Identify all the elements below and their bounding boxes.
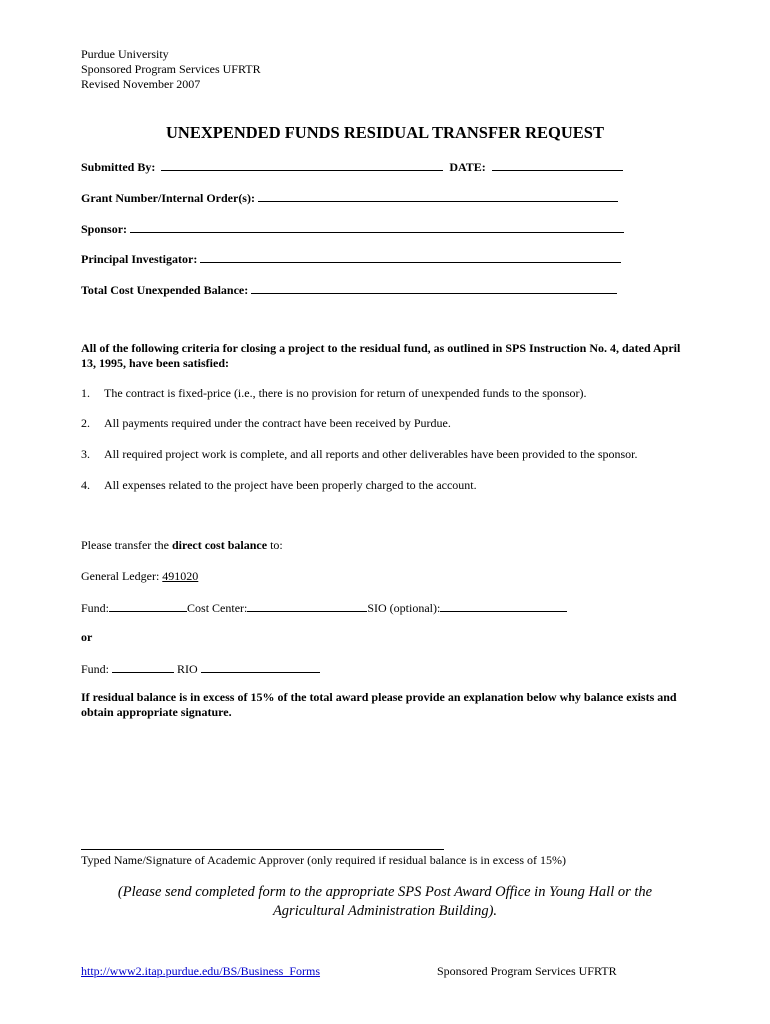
criteria-item-num: 3. (81, 447, 90, 461)
rio-label: RIO (174, 662, 201, 676)
sio-label: SIO (optional): (367, 601, 441, 615)
excess-note: If residual balance is in excess of 15% of the total award please provide an explanation below why balance exists and obtain appropriate signature. (81, 690, 677, 719)
gl-value: 491020 (162, 569, 199, 583)
submitted-by-field[interactable] (161, 158, 443, 171)
pi-label: Principal Investigator: (81, 252, 198, 266)
date-label: DATE: (449, 160, 486, 174)
total-cost-field[interactable] (251, 281, 617, 294)
grant-number-field[interactable] (258, 189, 618, 202)
rio-field[interactable] (201, 660, 320, 673)
signature-label: Typed Name/Signature of Academic Approver (only required if residual balance is in excess of 15%) (81, 853, 566, 867)
form-title: UNEXPENDED FUNDS RESIDUAL TRANSFER REQUEST (166, 123, 604, 142)
cost-center-label: Cost Center: (187, 601, 248, 615)
signature-line[interactable] (81, 849, 444, 850)
pi-row (81, 250, 621, 267)
date-field[interactable] (492, 158, 623, 171)
header-org: Purdue University (81, 47, 169, 61)
fund-label: Fund: (81, 601, 110, 615)
fund-cost-center-row (81, 599, 567, 616)
header-dept: Sponsored Program Services UFRTR (81, 62, 261, 76)
criteria-item-num: 1. (81, 386, 90, 400)
fund2-field[interactable] (112, 660, 174, 673)
header-revised: Revised November 2007 (81, 77, 201, 91)
footer-link[interactable]: http://www2.itap.purdue.edu/BS/Business_Forms (81, 964, 321, 978)
total-cost-row (81, 281, 617, 298)
closing-note (0, 883, 770, 921)
closing-text: (Please send completed form to the appropriate SPS Post Award Office in Young Hall or the Agricultural Administration Building). (117, 884, 653, 919)
criteria-item-text: All required project work is complete, and all reports and other deliverables have been provided to the sponsor. (104, 447, 638, 461)
criteria-item-text: The contract is fixed-price (i.e., there is no provision for return of unexpended funds to the sponsor). (104, 386, 587, 400)
grant-number-label: Grant Number/Internal Order(s): (81, 191, 255, 205)
criteria-item-text: All payments required under the contract have been received by Purdue. (104, 416, 451, 430)
sponsor-field[interactable] (130, 220, 624, 233)
transfer-prefix: Please transfer the (81, 538, 172, 552)
submitted-by-row (81, 158, 623, 175)
transfer-instruction (81, 538, 283, 553)
or-label: or (81, 630, 93, 644)
fund-field[interactable] (109, 599, 187, 612)
criteria-item-num: 4. (81, 478, 90, 492)
criteria-item-num: 2. (81, 416, 90, 430)
footer-right: Sponsored Program Services UFRTR (437, 964, 617, 978)
submitted-by-label: Submitted By: (81, 160, 156, 174)
fund-rio-row (81, 660, 320, 677)
cost-center-field[interactable] (247, 599, 367, 612)
fund2-label: Fund: (81, 662, 113, 676)
criteria-intro: All of the following criteria for closing a project to the residual fund, as outlined in SPS Instruction No. 4, dated April 13, 1995, have been satisfied: (81, 341, 681, 370)
sio-field[interactable] (440, 599, 567, 612)
transfer-suffix: to: (267, 538, 283, 552)
transfer-bold: direct cost balance (171, 538, 268, 552)
pi-field[interactable] (200, 250, 621, 263)
sponsor-row (81, 220, 624, 237)
grant-number-row (81, 189, 618, 206)
gl-label: General Ledger: (81, 569, 163, 583)
criteria-item-text: All expenses related to the project have been properly charged to the account. (104, 478, 477, 492)
total-cost-label: Total Cost Unexpended Balance: (81, 283, 249, 297)
general-ledger-row (81, 569, 198, 584)
sponsor-label: Sponsor: (81, 222, 128, 236)
